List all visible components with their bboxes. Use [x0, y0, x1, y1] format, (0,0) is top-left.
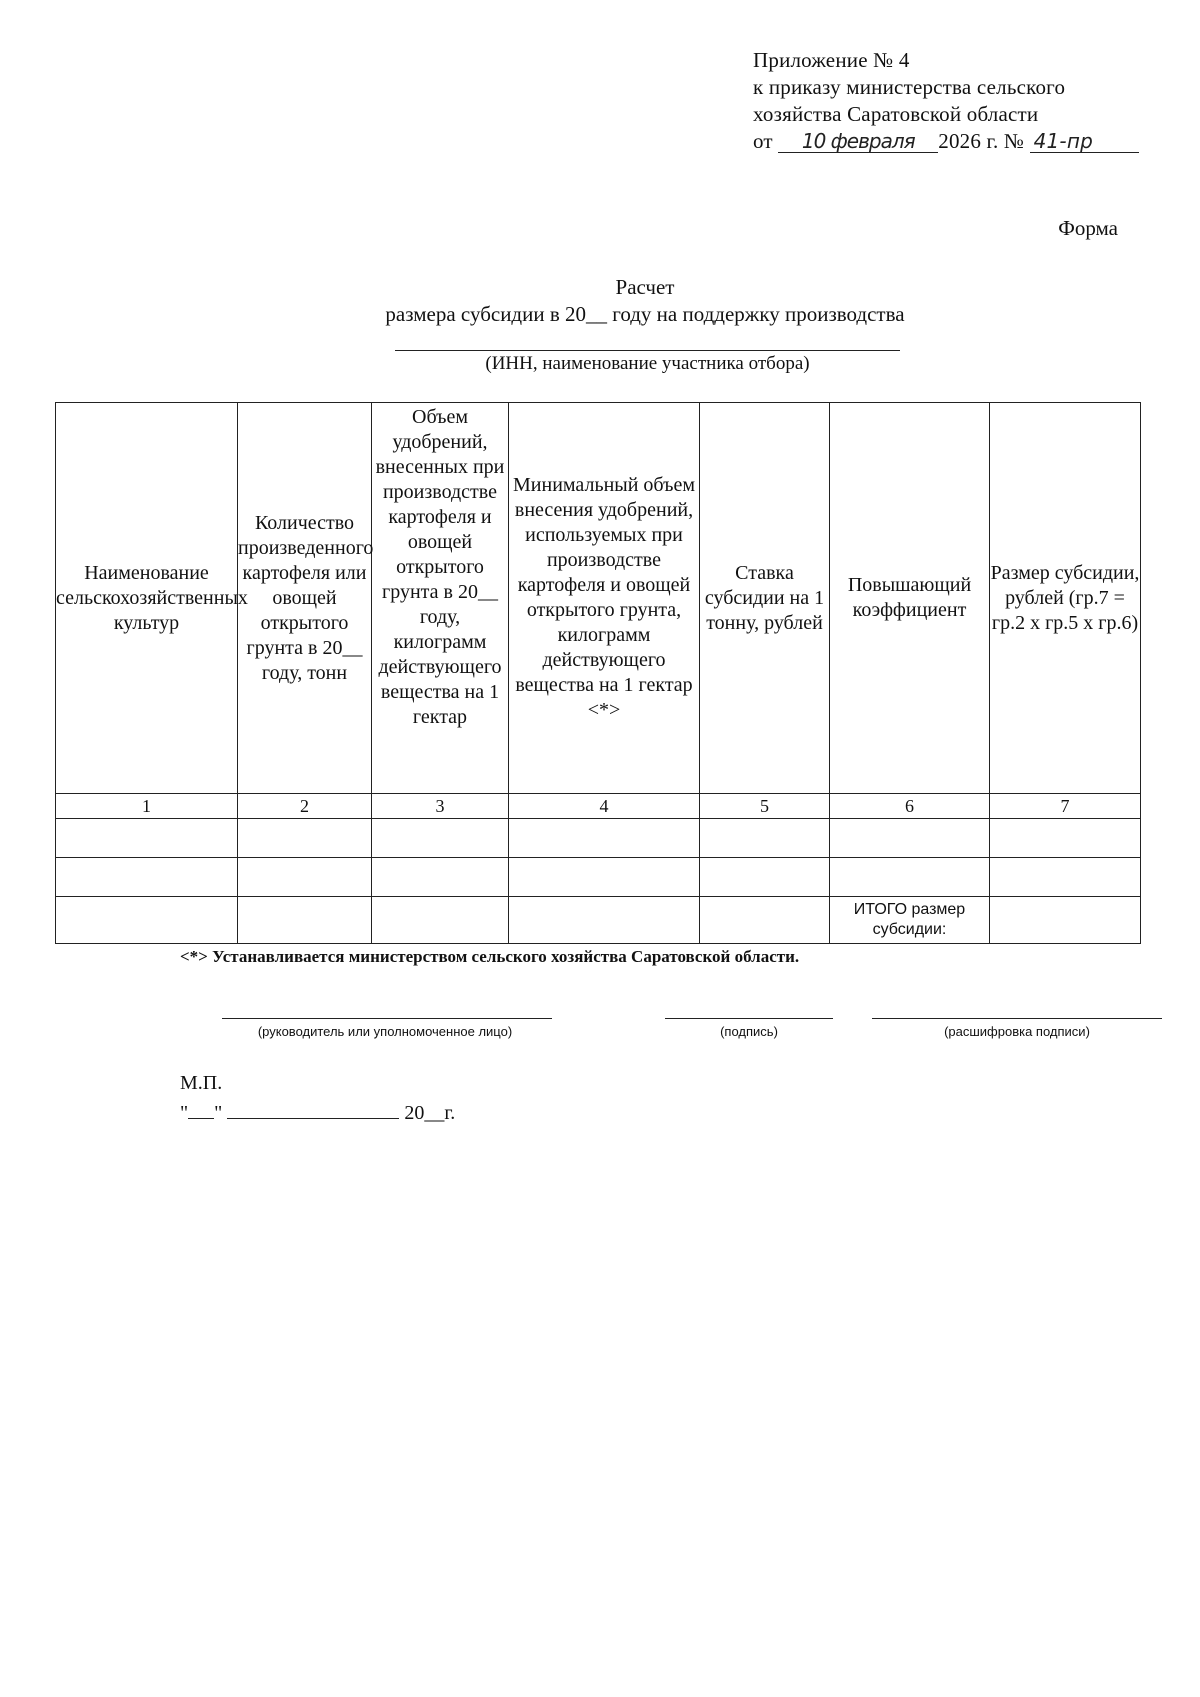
header-crop-name: Наименование сельскохозяйственных культур [56, 403, 238, 794]
header-quantity: Количество произведенного картофеля или овощей открытого грунта в 20__ году, тонн [238, 403, 372, 794]
table-header-row [56, 403, 1141, 794]
total-label: ИТОГО размер субсидии: [830, 897, 990, 944]
empty-cell[interactable] [372, 858, 509, 897]
handwritten-date: 10 февраля [778, 130, 938, 153]
decode-signature-line [872, 1018, 1162, 1019]
empty-cell [238, 897, 372, 944]
year-text: 20__г. [404, 1102, 456, 1124]
table-row [56, 819, 1141, 858]
empty-cell [56, 897, 238, 944]
empty-cell[interactable] [56, 858, 238, 897]
column-number: 1 [56, 794, 238, 819]
empty-cell[interactable] [830, 858, 990, 897]
total-row [56, 897, 1141, 944]
document-subtitle: размера субсидии в 20__ году на поддержку производства [385, 302, 905, 326]
footnote: <*> Устанавливается министерством сельского хозяйства Саратовской области. [180, 947, 800, 966]
from-prefix: от [753, 129, 773, 153]
column-number: 7 [990, 794, 1141, 819]
empty-cell[interactable] [509, 858, 700, 897]
table-row [56, 858, 1141, 897]
empty-cell[interactable] [238, 819, 372, 858]
head-signature-line [222, 1018, 552, 1019]
empty-cell[interactable] [238, 858, 372, 897]
month-blank [227, 1098, 399, 1119]
empty-cell[interactable] [700, 858, 830, 897]
order-year: 2026 г. № [938, 129, 1025, 153]
signature-caption: (подпись) [720, 1024, 778, 1039]
handwritten-order-number: 41-пр [1030, 130, 1139, 153]
appendix-date-line [753, 128, 1139, 155]
subsidy-table [55, 402, 1141, 944]
empty-cell[interactable] [830, 819, 990, 858]
header-fertilizer-volume: Объем удобрений, внесенных при производстве картофеля и овощей открытого грунта в 20__ году, килограмм действующего вещества на 1 гектар [372, 403, 509, 794]
signature-line [665, 1018, 833, 1019]
header-rate: Ставка субсидии на 1 тонну, рублей [700, 403, 830, 794]
quote-close: " [214, 1102, 223, 1124]
total-value-cell[interactable] [990, 897, 1141, 944]
form-label: Форма [1058, 216, 1118, 240]
stamp-place: М.П. [180, 1072, 223, 1094]
day-blank [188, 1098, 214, 1119]
appendix-block [753, 47, 1139, 155]
header-min-fertilizer: Минимальный объем внесения удобрений, используемых при производстве картофеля и овощей открытого грунта, килограмм действующего вещества на 1 гектар <*> [509, 403, 700, 794]
head-caption: (руководитель или уполномоченное лицо) [257, 1024, 513, 1039]
appendix-number: Приложение № 4 [753, 48, 910, 72]
column-number: 4 [509, 794, 700, 819]
header-coefficient: Повышающий коэффициент [830, 403, 990, 794]
empty-cell[interactable] [990, 819, 1141, 858]
participant-blank-line [395, 350, 900, 351]
empty-cell[interactable] [372, 819, 509, 858]
column-number: 3 [372, 794, 509, 819]
date-line [180, 1098, 455, 1125]
participant-caption: (ИНН, наименование участника отбора) [485, 353, 810, 374]
empty-cell[interactable] [700, 819, 830, 858]
column-number: 5 [700, 794, 830, 819]
empty-cell [372, 897, 509, 944]
empty-cell [509, 897, 700, 944]
empty-cell[interactable] [990, 858, 1141, 897]
column-number-row [56, 794, 1141, 819]
quote-open: " [180, 1102, 189, 1124]
decode-caption: (расшифровка подписи) [944, 1024, 1090, 1039]
appendix-ministry-line: хозяйства Саратовской области [753, 102, 1039, 126]
empty-cell [700, 897, 830, 944]
column-number: 6 [830, 794, 990, 819]
document-title: Расчет [615, 275, 675, 299]
empty-cell[interactable] [509, 819, 700, 858]
empty-cell[interactable] [56, 819, 238, 858]
column-number: 2 [238, 794, 372, 819]
header-subsidy-amount: Размер субсидии, рублей (гр.7 = гр.2 x гр.5 x гр.6) [990, 403, 1141, 794]
appendix-order-line: к приказу министерства сельского [753, 75, 1066, 99]
